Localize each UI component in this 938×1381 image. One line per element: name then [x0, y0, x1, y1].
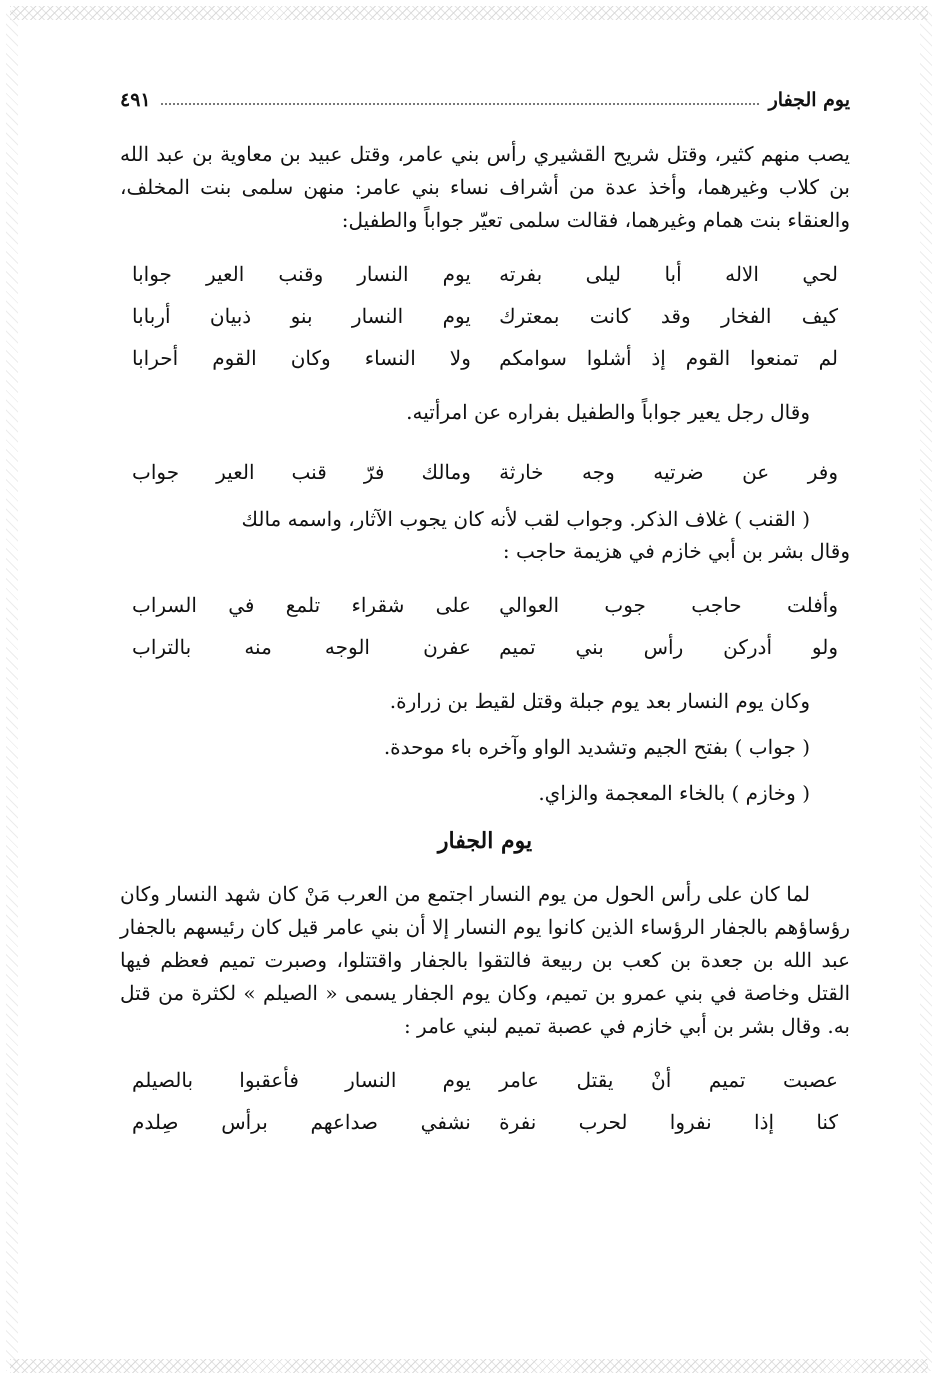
poem-bishr-hajib [120, 584, 850, 668]
verse-second-hemistich: ولا النساء وكان القوم أحرابا [132, 346, 471, 370]
verse-second-hemistich: نشفي صداعهم برأس صِلدم [132, 1110, 471, 1134]
verse-line [120, 253, 850, 295]
book-page [120, 80, 850, 1153]
note-jawwab: ( جواب ) بفتح الجيم وتشديد الواو وآخره باء موحدة. [383, 735, 810, 759]
verse-second-hemistich: يوم النسار وقنب العير جوابا [132, 262, 471, 286]
running-header [120, 80, 850, 120]
running-title: يوم الجفار [768, 89, 850, 111]
verse-line [120, 295, 850, 337]
note-khazim: ( وخازم ) بالخاء المعجمة والزاي. [538, 781, 810, 805]
intro-paragraph: يصب منهم كثير، وقتل شريح القشيري رأس بني عامر، وقتل عبيد بن معاوية بن عبد الله بن كلاب وغيرهما، وأخذ عدة من أشراف نساء بني عامر: منهن سلمى بنت المخلف، والعنقاء بنت همام وغيرهما، فقالت سلمى تعيّر جواباً والطفيل: [120, 142, 851, 232]
poem-bishr-tamim [120, 1059, 850, 1143]
verse-second-hemistich: يوم النسار فأعقبوا بالصيلم [132, 1068, 471, 1092]
verse-first-hemistich: لحي الاله أبا ليلى بفرته [499, 262, 838, 286]
verse-first-hemistich: ولو أدركن رأس بني تميم [499, 635, 838, 659]
verse-second-hemistich: ومالك فرّ قنب العير جواب [132, 460, 471, 484]
page-border-left [6, 10, 18, 1371]
verse-first-hemistich: وفر عن ضرتيه وجه خارثة [499, 460, 838, 484]
header-leader-dots [161, 103, 759, 105]
page-border-top [10, 6, 928, 20]
verse-line [120, 626, 850, 668]
page-border-right [920, 10, 932, 1371]
note-nisar: وكان يوم النسار بعد يوم جبلة وقتل لقيط بن زرارة. [389, 689, 810, 713]
verse-first-hemistich: كيف الفخار وقد كانت بمعترك [499, 304, 838, 328]
poem-man [120, 451, 850, 493]
verse-line [120, 1059, 850, 1101]
intro-line-bishr: وقال بشر بن أبي خازم في هزيمة حاجب : [502, 539, 850, 563]
jifar-paragraph: لما كان على رأس الحول من يوم النسار اجتمع من العرب مَنْ كان شهد النسار وكان رؤساؤهم بالجفار الرؤساء الذين كانوا يوم النسار إلا أن بني عامر قيل كان رئيسهم بالجفار عبد الله بن جعدة بن كعب بن ربيعة فالتقوا بالجفار واقتتلوا، وصبرت تميم فعظم فيها القتل وخاصة في بني عمرو بن تميم، وكان يوم الجفار يسمى « الصيلم » لكثرة من قتل به. وقال بشر بن أبي خازم في عصبة تميم لبني عامر : [120, 882, 850, 1038]
page-number: ٤٩١ [120, 89, 151, 111]
section-heading: يوم الجفار [437, 828, 533, 854]
verse-second-hemistich: يوم النسار بنو ذبيان أربابا [132, 304, 471, 328]
page-border-bottom [10, 1359, 928, 1373]
verse-line [120, 1101, 850, 1143]
verse-line [120, 584, 850, 626]
verse-first-hemistich: عصبت تميم أنْ يقتل عامر [499, 1068, 838, 1092]
verse-first-hemistich: وأفلت حاجب جوب العوالي [499, 593, 838, 617]
intro-line-second-poem: وقال رجل يعير جواباً والطفيل بفراره عن امرأتيه. [406, 400, 810, 424]
verse-second-hemistich: عفرن الوجه منه بالتراب [132, 635, 471, 659]
verse-line [120, 337, 850, 379]
gloss-qanb: ( القنب ) غلاف الذكر. وجواب لقب لأنه كان يجوب الآثار، واسمه مالك [241, 507, 810, 531]
poem-salma [120, 253, 850, 379]
verse-line [120, 451, 850, 493]
verse-first-hemistich: كنا إذا نفروا لحرب نفرة [499, 1110, 838, 1134]
verse-second-hemistich: على شقراء تلمع في السراب [132, 593, 471, 617]
verse-first-hemistich: لم تمنعوا القوم إذ أشلوا سوامكم [499, 346, 838, 370]
